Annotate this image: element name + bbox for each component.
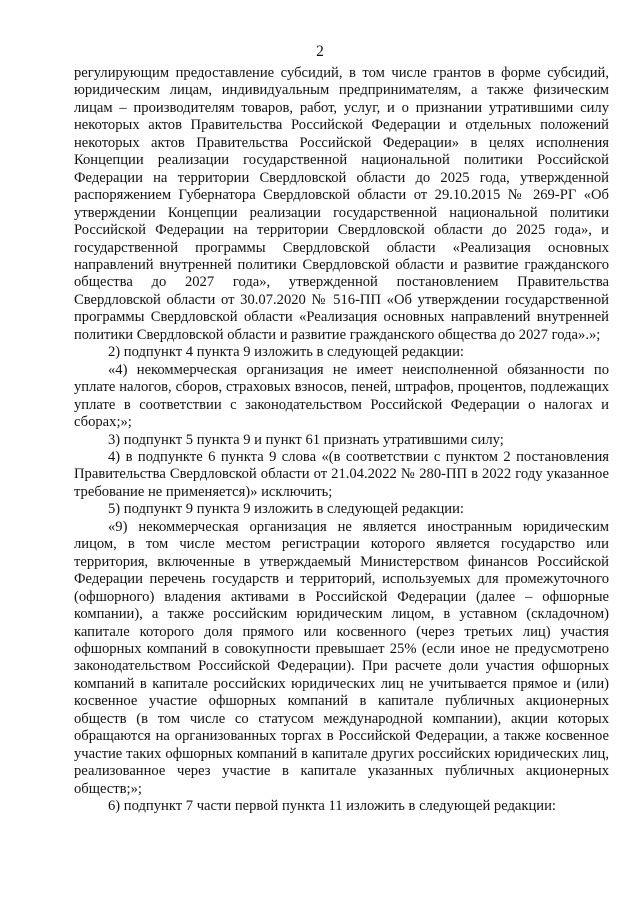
paragraph-intro-continuation: регулирующим предоставление субсидий, в том числе грантов в форме субсидий, юридическим лицам, индивидуальным предпринимателям, а также физическим лицам – производителям товаров, работ, услуг, и о признании утратившими силу некоторых актов Правительства Российской Федерации и отдельных положений некоторых актов Правительства Российской Федерации» в целях исполнения Концепции реализации государственной национальной политики Российской Федерации на территории Свердловской области до 2025 года, утвержденной распоряжением Губернатора Свердловской области от 29.10.2015 № 269-РГ «Об утверждении Концепции реализации государственной национальной политики Российской Федерации на территории Свердловской области до 2025 года», и государственной программы Свердловской области «Реализация основных направлений внутренней политики Свердловской области и развитие гражданского общества до 2027 года», утвержденной постановлением Правительства Свердловской области от 30.07.2020 № 516-ПП «Об утверждении государственной программы Свердловской области «Реализация основных направлений внутренней политики Свердловской области и развитие гражданского общества до 2027 года».»; [74,65,609,343]
paragraph-item-2-text: «4) некоммерческая организация не имеет неисполненной обязанности по уплате налогов, сборов, страховых взносов, пеней, штрафов, процентов, подлежащих уплате в соответствии с законодательством Российской Федерации о налогах и сборах;»; [74,361,609,431]
page-number: 2 [316,43,324,60]
paragraph-item-5: 5) подпункт 9 пункта 9 изложить в следующей редакции: [108,501,464,518]
paragraph-item-3: 3) подпункт 5 пункта 9 и пункт 61 признать утратившими силу; [108,431,504,448]
paragraph-item-2: 2) подпункт 4 пункта 9 изложить в следующей редакции: [108,344,464,361]
paragraph-item-4: 4) в подпункте 6 пункта 9 слова «(в соответствии с пунктом 2 постановления Правительства Свердловской области от 21.04.2022 № 280-ПП в 2022 году указанное требование не применяется)» исключить; [74,448,609,500]
paragraph-item-5-text: «9) некоммерческая организация не является иностранным юридическим лицом, в том числе местом регистрации которого является государство или территория, включенные в утверждаемый Министерством финансов Российской Федерации перечень государств и территорий, используемых для промежуточного (офшорного) владения активами в Российской Федерации (далее – офшорные компании), а также российским юридическим лицом, в уставном (складочном) капитале которого доля прямого или косвенного (через третьих лиц) участия офшорных компаний в совокупности превышает 25% (если иное не предусмотрено законодательством Российской Федерации). При расчете доли участия офшорных компаний в капитале российских юридических лиц не учитывается прямое и (или) косвенное участие офшорных компаний в капитале публичных акционерных обществ (в том числе со статусом международной компании), акции которых обращаются на организованных торгах в Российской Федерации, а также косвенное участие таких офшорных компаний в капитале других российских юридических лиц, реализованное через участие в капитале указанных публичных акционерных обществ;»; [74,518,609,797]
paragraph-item-6: 6) подпункт 7 части первой пункта 11 изложить в следующей редакции: [108,798,556,815]
document-body [74,65,609,815]
